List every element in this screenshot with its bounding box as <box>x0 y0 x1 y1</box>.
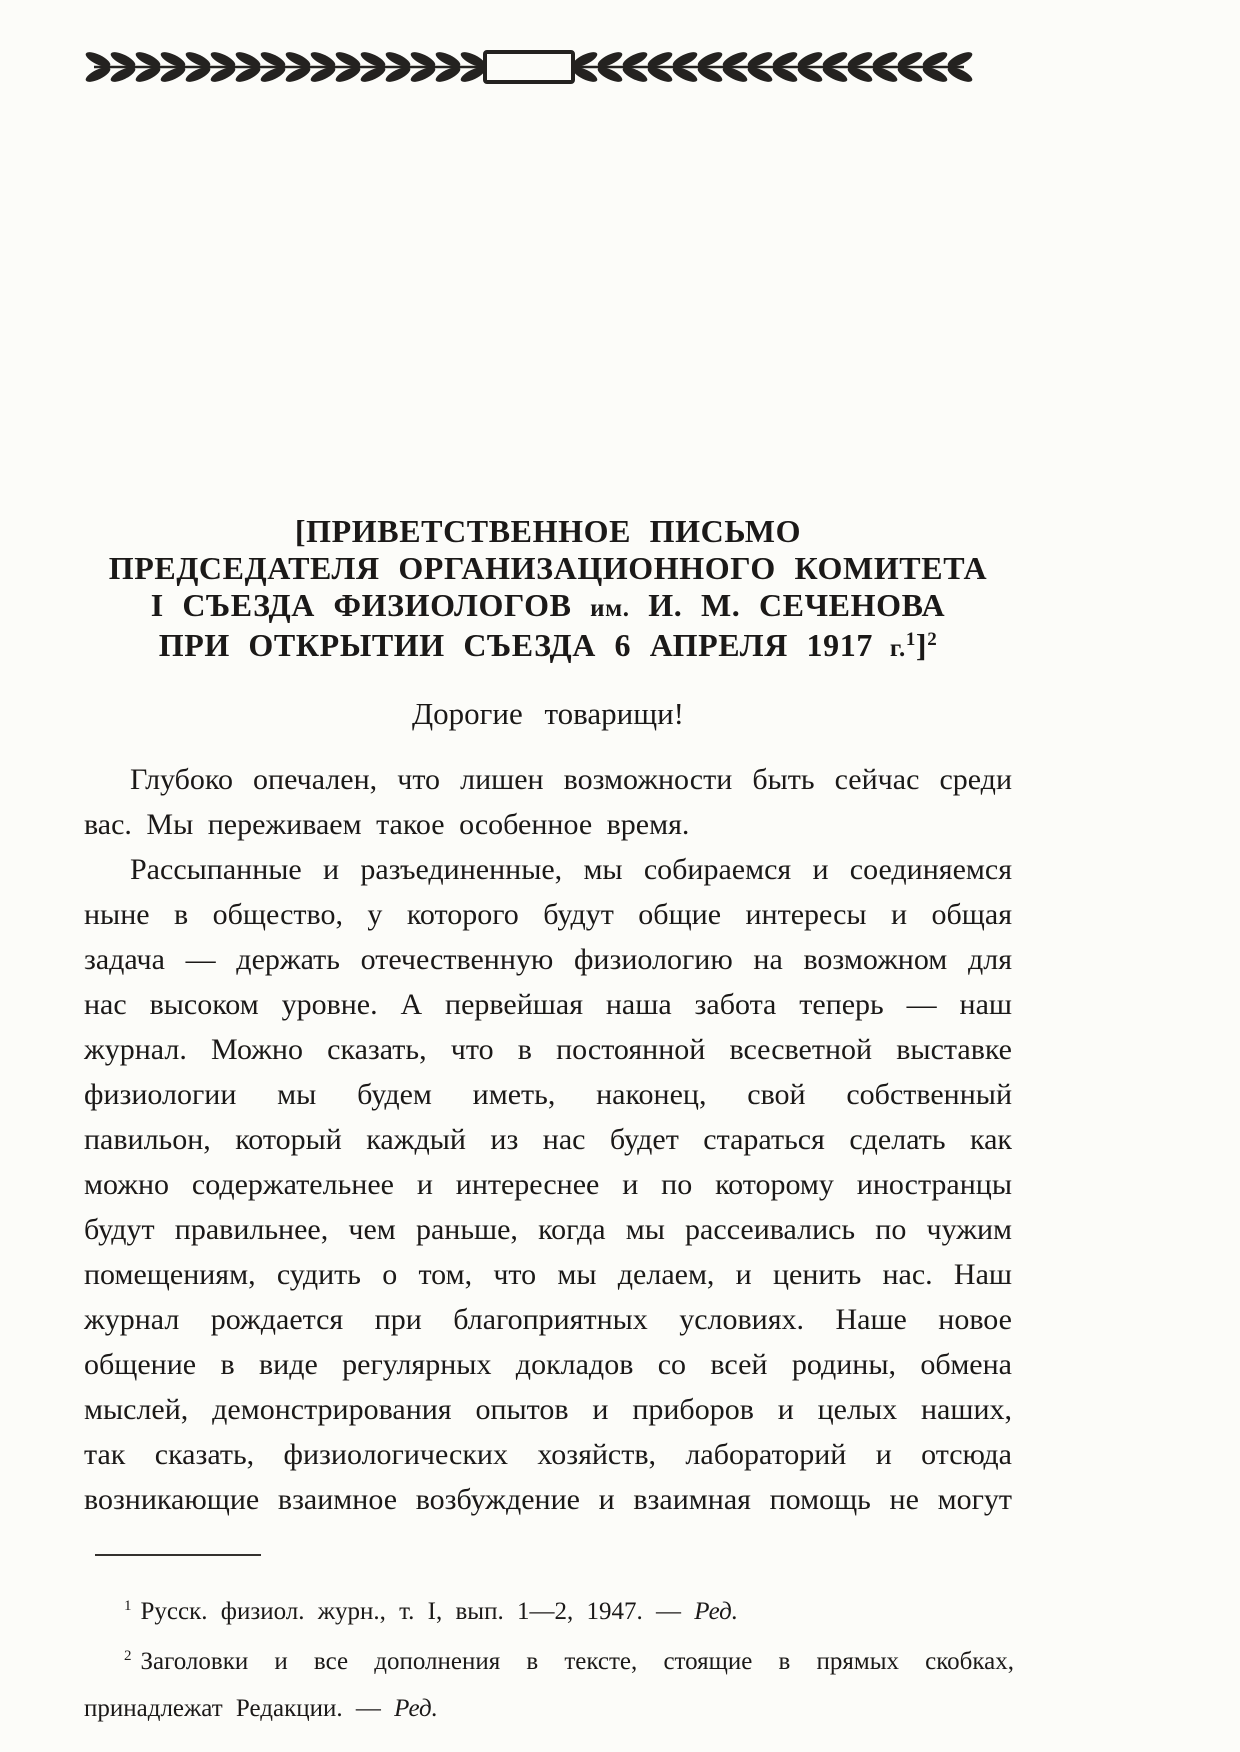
body-line: так сказать, физиологических хозяйств, лабораторий и отсюда <box>84 1438 1012 1471</box>
footnote-1-text: Русск. физиол. журн., т. I, вып. 1—2, 1947. — <box>140 1598 695 1625</box>
body-text <box>84 757 1012 1522</box>
footnote-2-signature: Ред. <box>394 1695 438 1722</box>
body-line: физиологии мы будем иметь, наконец, свой собственный <box>84 1078 1012 1111</box>
salutation: Дорогие товарищи! <box>412 696 684 731</box>
body-line: общение в виде регулярных докладов со всей родины, обмена <box>84 1348 1012 1381</box>
body-line: нас высоком уровне. А первейшая наша забота теперь — наш <box>84 988 1012 1021</box>
body-line: будут правильнее, чем раньше, когда мы рассеивались по чужим <box>84 1213 1012 1246</box>
footnote-2-text: Заголовки и все дополнения в тексте, стоящие в прямых скобках, принадлежат Редакции. — <box>84 1648 1014 1722</box>
title-line-3-pre: I СЪЕЗДА ФИЗИОЛОГОВ <box>150 587 572 623</box>
body-line: помещениям, судить о том, что мы делаем, и ценить нас. Наш <box>84 1258 1012 1291</box>
footnote-1-signature: Ред. <box>694 1598 738 1625</box>
body-line: павильон, который каждый из нас будет стараться сделать как <box>84 1123 1012 1156</box>
laurel-garland-svg <box>84 44 974 90</box>
footnote-1 <box>84 1588 1014 1635</box>
body-line: мыслей, демонстрирования опытов и приборов и целых наших, <box>84 1393 1012 1426</box>
body-line: ныне в общество, у которого будут общие интересы и общая <box>84 898 1012 931</box>
footnote-ref-1: 1 <box>905 629 916 650</box>
title-line-4-text: ПРИ ОТКРЫТИИ СЪЕЗДА 6 АПРЕЛЯ 1917 <box>158 627 873 663</box>
title-line-2: ПРЕДСЕДАТЕЛЯ ОРГАНИЗАЦИОННОГО КОМИТЕТА <box>108 550 988 586</box>
footnote-separator-rule <box>95 1554 261 1556</box>
footnote-2-marker: 2 <box>124 1648 132 1664</box>
footnote-2 <box>84 1638 1014 1732</box>
footnotes <box>84 1588 1014 1735</box>
laurel-garland-ornament <box>84 44 974 90</box>
footnote-1-marker: 1 <box>124 1598 132 1614</box>
footnote-ref-2: 2 <box>927 629 938 650</box>
body-line: возникающие взаимное возбуждение и взаимная помощь не могут <box>84 1483 1012 1516</box>
title-name-prefix: им. <box>590 595 630 622</box>
body-line: журнал рождается при благоприятных условиях. Наше новое <box>84 1303 1012 1336</box>
body-line: вас. Мы переживаем такое особенное время. <box>84 808 690 841</box>
title-line-4 <box>84 627 1012 667</box>
title-closing-bracket: ] <box>915 627 928 663</box>
title-line-3 <box>84 587 1012 627</box>
body-line: журнал. Можно сказать, что в постоянной всесветной выставке <box>84 1033 1012 1066</box>
title-line-1: [ПРИВЕТСТВЕННОЕ ПИСЬМО <box>294 513 802 549</box>
title-line-3-post: И. М. СЕЧЕНОВА <box>648 587 946 623</box>
title-year-abbr: г. <box>872 635 906 662</box>
body-line: Глубоко опечален, что лишен возможности быть сейчас среди <box>130 763 1012 796</box>
chapter-title <box>84 513 1012 667</box>
body-line: Рассыпанные и разъединенные, мы собираемся и соединяемся <box>130 853 1012 886</box>
body-line: задача — держать отечественную физиологию на возможном для <box>84 943 1012 976</box>
body-line: можно содержательнее и интереснее и по которому иностранцы <box>84 1168 1012 1201</box>
